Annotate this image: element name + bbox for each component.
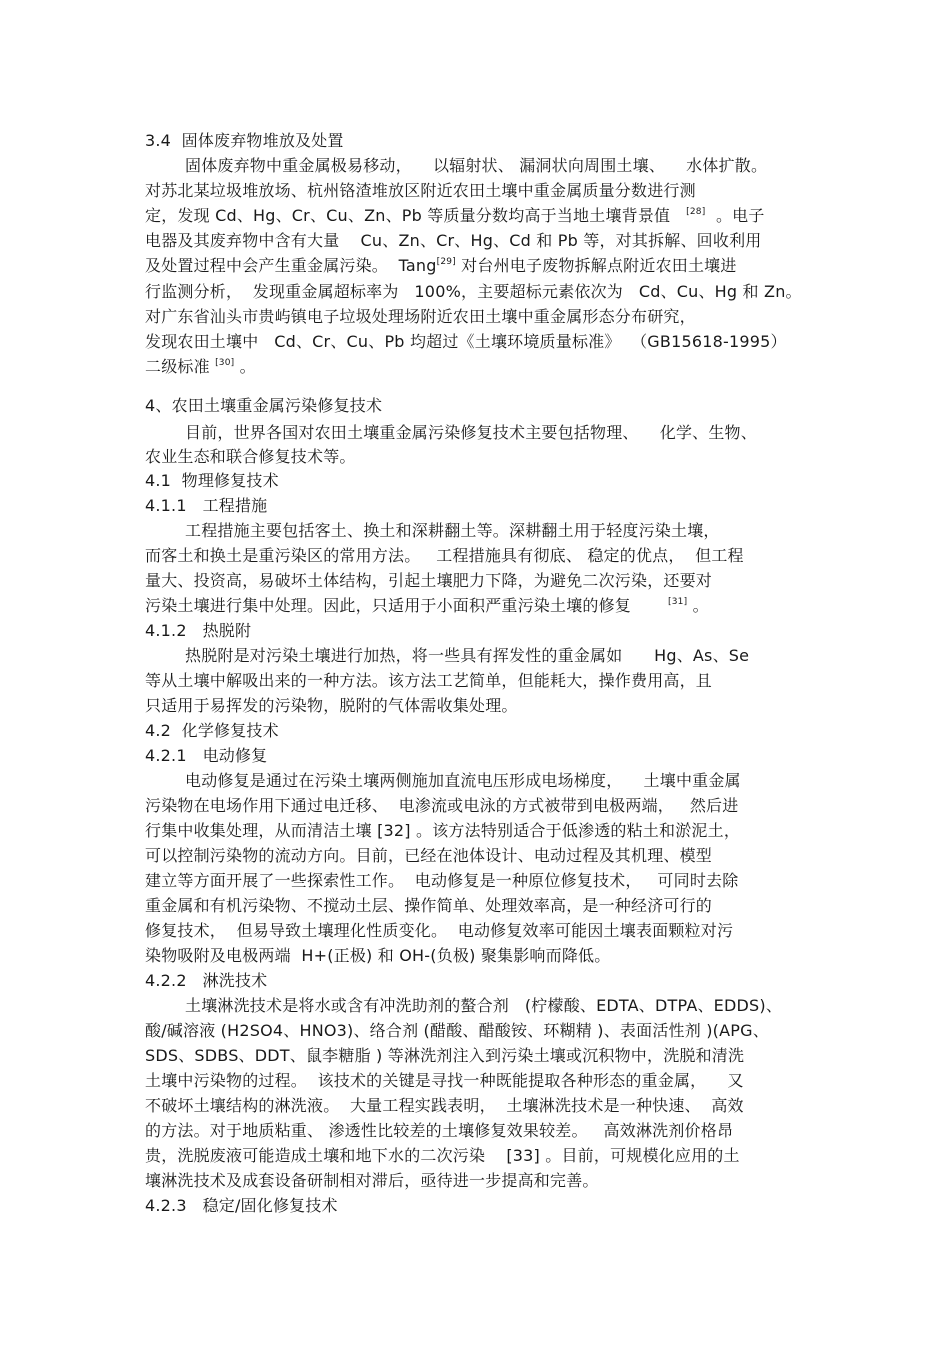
paragraph-line: 修复技术， 但易导致土壤理化性质变化。 电动修复效率可能因土壤表面颗粒对污 — [145, 921, 734, 940]
paragraph-line: 对苏北某垃圾堆放场、杭州铬渣堆放区附近农田土壤中重金属质量分数进行测 — [145, 181, 696, 200]
paragraph-line: 行监测分析， 发现重金属超标率为 100%，主要超标元素依次为 Cd、Cu、Hg 和 Zn。 — [145, 282, 802, 301]
paragraph-line: 发现农田土壤中 Cd、Cr、Cu、Pb 均超过《土壤环境质量标准》 （GB15618-1995） — [145, 332, 787, 351]
section-heading-4-1-1: 4.1.1 工程措施 — [145, 496, 268, 515]
citation-marker: [29] — [436, 257, 456, 267]
paragraph-line: 热脱附是对污染土壤进行加热，将一些具有挥发性的重金属如 Hg、As、Se — [185, 646, 750, 665]
section-heading-4-2: 4.2 化学修复技术 — [145, 721, 279, 740]
paragraph-line: 等从土壤中解吸出来的一种方法。该方法工艺简单，但能耗大，操作费用高，且 — [145, 671, 713, 690]
section-heading-4-2-2: 4.2.2 淋洗技术 — [145, 971, 268, 990]
paragraph-line: 污染土壤进行集中处理。因此，只适用于小面积严重污染土壤的修复 [31] 。 — [145, 596, 709, 615]
paragraph-line: 染物吸附及电极两端 H+(正极) 和 OH-(负极) 聚集影响而降低。 — [145, 946, 611, 965]
paragraph-line: 重金属和有机污染物、不搅动土层、操作简单、处理效率高，是一种经济可行的 — [145, 896, 713, 915]
paragraph-line: 工程措施主要包括客土、换土和深耕翻土等。深耕翻土用于轻度污染土壤， — [185, 521, 720, 540]
paragraph-line: 酸/碱溶液 (H2SO4、HNO3)、络合剂 (醋酸、醋酸铵、环糊精 )、表面活性剂 )(APG、 — [145, 1021, 769, 1040]
paragraph-line: 建立等方面开展了一些探索性工作。 电动修复是一种原位修复技术， 可同时去除 — [145, 871, 739, 890]
paragraph-line: 壤淋洗技术及成套设备研制相对滞后，亟待进一步提高和完善。 — [145, 1171, 599, 1190]
paragraph-line: 定，发现 Cd、Hg、Cr、Cu、Zn、Pb 等质量分数均高于当地土壤背景值 [28] 。电子 — [145, 206, 765, 225]
paragraph-line: SDS、SDBS、DDT、鼠李糖脂 ) 等淋洗剂注入到污染土壤或沉积物中，洗脱和清洗 — [145, 1046, 745, 1065]
paragraph-line: 电动修复是通过在污染土壤两侧施加直流电压形成电场梯度， 土壤中重金属 — [185, 771, 741, 790]
paragraph-line: 污染物在电场作用下通过电迁移、 电渗流或电泳的方式被带到电极两端， 然后进 — [145, 796, 739, 815]
section-heading-4-1: 4.1 物理修复技术 — [145, 471, 279, 490]
paragraph-line: 二级标准 [30] 。 — [145, 357, 256, 376]
section-heading-4-2-3: 4.2.3 稳定/固化修复技术 — [145, 1196, 338, 1215]
paragraph-line: 行集中收集处理，从而清洁土壤 [32] 。该方法特别适合于低渗透的粘土和淤泥土， — [145, 821, 741, 840]
citation-marker: [30] — [215, 358, 235, 368]
paragraph-line: 电器及其废弃物中含有大量 Cu、Zn、Cr、Hg、Cd 和 Pb 等，对其拆解、回收利用 — [145, 231, 762, 250]
paragraph-line: 土壤淋洗技术是将水或含有冲洗助剂的螯合剂 (柠檬酸、EDTA、DTPA、EDDS)、 — [185, 996, 783, 1015]
paragraph-line: 固体废弃物中重金属极易移动， 以辐射状、 漏洞状向周围土壤、 水体扩散。 — [185, 156, 768, 175]
section-heading-4: 4、农田土壤重金属污染修复技术 — [145, 396, 383, 415]
paragraph-line: 贵，洗脱废液可能造成土壤和地下水的二次污染 [33] 。目前，可规模化应用的土 — [145, 1146, 740, 1165]
paragraph-line: 目前，世界各国对农田土壤重金属污染修复技术主要包括物理、 化学、生物、 — [185, 423, 757, 442]
section-heading-4-1-2: 4.1.2 热脱附 — [145, 621, 252, 640]
citation-marker: [31] — [668, 597, 688, 607]
paragraph-line: 土壤中污染物的过程。 该技术的关键是寻找一种既能提取各种形态的重金属， 又 — [145, 1071, 744, 1090]
paragraph-line: 可以控制污染物的流动方向。目前，已经在池体设计、电动过程及其机理、模型 — [145, 846, 713, 865]
paragraph-line: 只适用于易挥发的污染物，脱附的气体需收集处理。 — [145, 696, 518, 715]
section-heading-3-4: 3.4 固体废弃物堆放及处置 — [145, 131, 344, 150]
section-heading-4-2-1: 4.2.1 电动修复 — [145, 746, 268, 765]
paragraph-line: 的方法。对于地质粘重、 渗透性比较差的土壤修复效果较差。 高效淋洗剂价格昂 — [145, 1121, 734, 1140]
paragraph-line: 农业生态和联合修复技术等。 — [145, 447, 356, 466]
paragraph-line: 不破坏土壤结构的淋洗液。 大量工程实践表明， 土壤淋洗技术是一种快速、 高效 — [145, 1096, 744, 1115]
paragraph-line: 量大、投资高，易破坏土体结构，引起土壤肥力下降，为避免二次污染，还要对 — [145, 571, 713, 590]
paragraph-line: 对广东省汕头市贵屿镇电子垃圾处理场附近农田土壤中重金属形态分布研究， — [145, 307, 696, 326]
paragraph-line: 而客土和换土是重污染区的常用方法。 工程措施具有彻底、 稳定的优点， 但工程 — [145, 546, 744, 565]
paragraph-line: 及处置过程中会产生重金属污染。 Tang[29] 对台州电子废物拆解点附近农田土壤进 — [145, 256, 737, 275]
citation-marker: [28] — [686, 207, 706, 217]
